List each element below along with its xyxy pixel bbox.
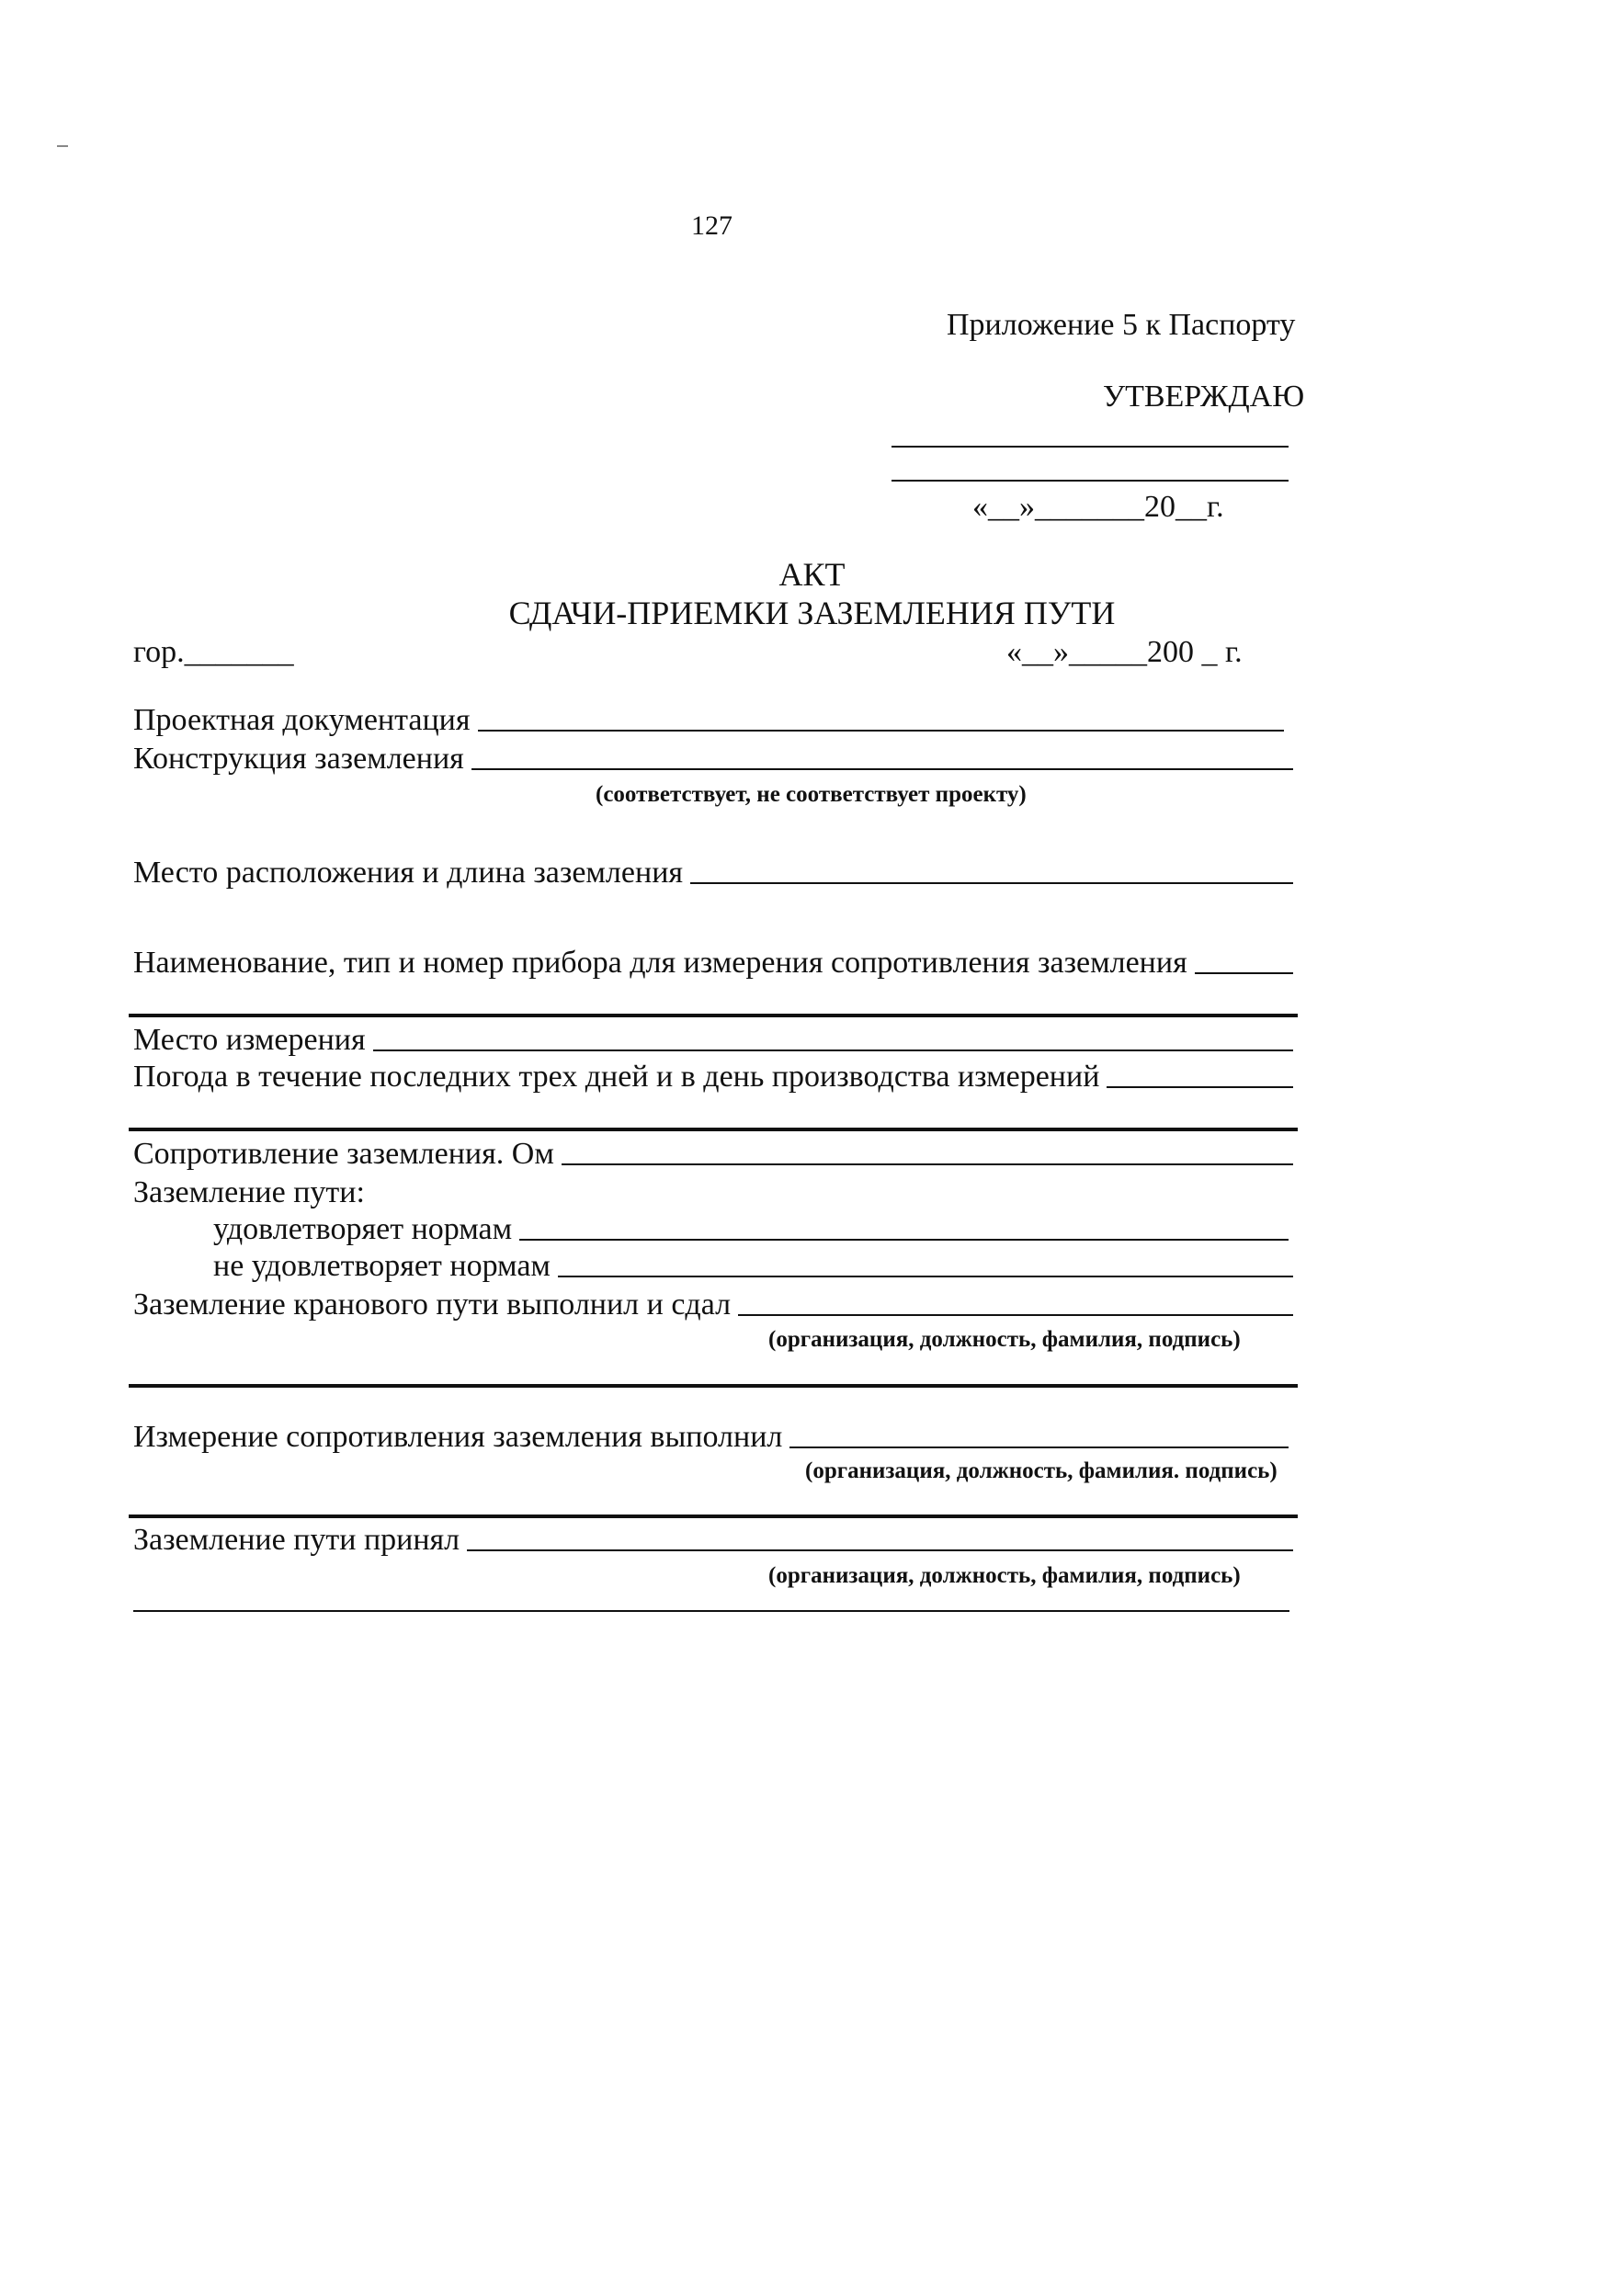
measured-by-field[interactable] [789, 1446, 1289, 1448]
not-meets-label: не удовлетворяет нормам [213, 1249, 551, 1283]
meets-label: удовлетворяет нормам [213, 1212, 513, 1246]
grounding-label: Заземление пути: [133, 1175, 365, 1209]
location-length-row [133, 855, 1293, 891]
scan-mark [57, 145, 68, 147]
construction-row [133, 741, 1293, 777]
not-meets-field[interactable] [558, 1276, 1293, 1277]
location-length-label: Место расположения и длина заземления [133, 856, 684, 890]
location-length-field[interactable] [690, 882, 1293, 884]
done-by-field[interactable] [738, 1314, 1293, 1316]
project-doc-field[interactable] [478, 730, 1285, 732]
resistance-label: Сопротивление заземления. Ом [133, 1137, 554, 1171]
device-label: Наименование, тип и номер прибора для измерения сопротивления заземления [133, 946, 1187, 980]
device-continuation-line[interactable] [129, 1014, 1298, 1017]
accepted-by-hint: (организация, должность, фамилия, подпись) [768, 1563, 1241, 1588]
weather-field[interactable] [1107, 1086, 1293, 1088]
meets-field[interactable] [519, 1239, 1289, 1241]
device-field[interactable] [1195, 972, 1293, 974]
done-by-hint: (организация, должность, фамилия, подпись) [768, 1327, 1241, 1352]
measure-place-row [133, 1022, 1293, 1059]
measured-by-label: Измерение сопротивления заземления выполнил [133, 1420, 783, 1454]
weather-continuation-line[interactable] [129, 1128, 1298, 1131]
accepted-by-continuation-line[interactable] [133, 1610, 1289, 1612]
not-meets-row [213, 1248, 1293, 1285]
approve-signature-line-1 [891, 446, 1289, 448]
approve-signature-line-2 [891, 480, 1289, 482]
city-label: гор._______ [133, 635, 294, 669]
measure-place-field[interactable] [373, 1049, 1293, 1051]
meets-row [213, 1211, 1289, 1248]
page-number: 127 [691, 210, 733, 241]
accepted-by-label: Заземление пути принял [133, 1523, 460, 1557]
accepted-by-field[interactable] [467, 1549, 1293, 1551]
resistance-field[interactable] [562, 1163, 1293, 1165]
construction-field[interactable] [471, 768, 1293, 770]
measured-by-continuation-line[interactable] [129, 1515, 1298, 1518]
weather-label: Погода в течение последних трех дней и в день производства измерений [133, 1060, 1100, 1094]
resistance-row [133, 1136, 1293, 1173]
done-by-label: Заземление кранового пути выполнил и сдал [133, 1288, 732, 1322]
construction-hint: (соответствует, не соответствует проекту) [596, 782, 1027, 807]
approve-label: УТВЕРЖДАЮ [1103, 380, 1305, 414]
device-row [133, 945, 1293, 981]
approve-date: «__»_______20__г. [972, 490, 1224, 524]
appendix-label: Приложение 5 к Паспорту [947, 308, 1296, 342]
weather-row [133, 1059, 1293, 1095]
project-doc-label: Проектная документация [133, 703, 471, 737]
measure-place-label: Место измерения [133, 1023, 366, 1057]
accepted-by-row [133, 1522, 1293, 1559]
measured-by-row [133, 1419, 1289, 1456]
act-subtitle: СДАЧИ-ПРИЕМКИ ЗАЗЕМЛЕНИЯ ПУТИ [508, 595, 1116, 631]
done-by-row [133, 1287, 1293, 1323]
project-doc-row [133, 702, 1284, 739]
done-by-continuation-line[interactable] [129, 1384, 1298, 1388]
construction-label: Конструкция заземления [133, 742, 464, 776]
measured-by-hint: (организация, должность, фамилия. подпись) [805, 1458, 1278, 1483]
act-date: «__»_____200 _ г. [1006, 635, 1243, 669]
act-title: АКТ [778, 556, 846, 593]
